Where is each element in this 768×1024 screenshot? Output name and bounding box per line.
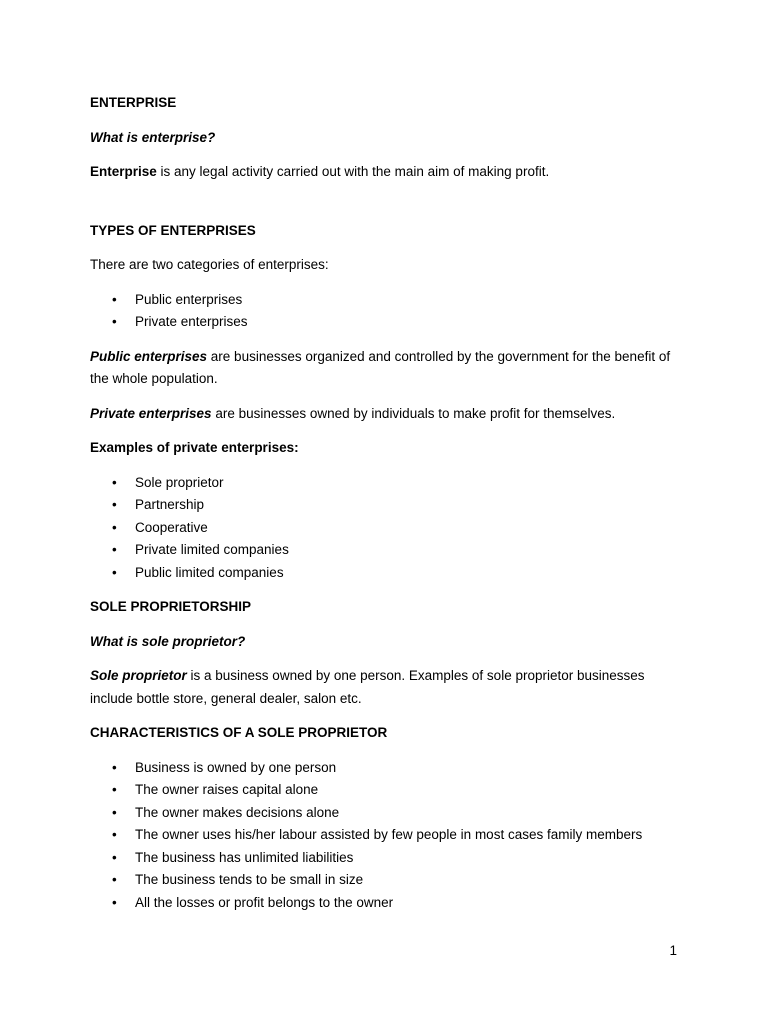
list-item: • All the losses or profit belongs to the owner xyxy=(90,892,680,915)
question-what-is-sole-proprietor: What is sole proprietor? xyxy=(90,633,246,649)
list-item: • Private enterprises xyxy=(90,311,680,334)
definition-private-enterprises xyxy=(90,403,680,426)
heading-enterprise: ENTERPRISE xyxy=(90,95,177,110)
list-item: • Public limited companies xyxy=(90,562,680,585)
types-intro: There are two categories of enterprises: xyxy=(90,257,329,272)
examples-list xyxy=(90,472,680,585)
list-item: • The business has unlimited liabilities xyxy=(90,847,680,870)
definition-public-enterprises xyxy=(90,346,680,391)
list-item: • Private limited companies xyxy=(90,539,680,562)
term-enterprise: Enterprise xyxy=(90,164,157,179)
list-item: • Business is owned by one person xyxy=(90,757,680,780)
list-item: • The owner makes decisions alone xyxy=(90,802,680,825)
definition-sole-proprietor xyxy=(90,665,680,710)
definition-private-text: are businesses owned by individuals to make profit for themselves. xyxy=(211,405,616,421)
definition-enterprise xyxy=(90,161,680,184)
term-private-enterprises: Private enterprises xyxy=(90,405,212,421)
question-what-is-enterprise: What is enterprise? xyxy=(90,129,216,145)
list-item: • Partnership xyxy=(90,494,680,517)
heading-examples-private: Examples of private enterprises: xyxy=(90,440,299,455)
list-item: • The business tends to be small in size xyxy=(90,869,680,892)
definition-public-text: are businesses organized and controlled by the government for the benefit of the whole population. xyxy=(90,348,671,386)
term-sole-proprietor: Sole proprietor xyxy=(90,668,187,683)
heading-sole-proprietorship: SOLE PROPRIETORSHIP xyxy=(90,599,252,614)
term-public-enterprises: Public enterprises xyxy=(90,348,208,364)
list-item: • The owner uses his/her labour assisted by few people in most cases family members xyxy=(90,824,680,847)
list-item: • Sole proprietor xyxy=(90,472,680,495)
list-item: • The owner raises capital alone xyxy=(90,779,680,802)
list-item: • Cooperative xyxy=(90,517,680,540)
types-list xyxy=(90,289,680,334)
document-page xyxy=(90,92,680,914)
definition-sole-text: is a business owned by one person. Examples of sole proprietor businesses include bottle store, general dealer, salon etc. xyxy=(90,668,645,706)
heading-characteristics: CHARACTERISTICS OF A SOLE PROPRIETOR xyxy=(90,725,388,740)
page-number: 1 xyxy=(669,943,677,958)
list-item: • Public enterprises xyxy=(90,289,680,312)
definition-enterprise-text: is any legal activity carried out with the main aim of making profit. xyxy=(156,164,550,179)
characteristics-list xyxy=(90,757,680,915)
heading-types-of-enterprises: TYPES OF ENTERPRISES xyxy=(90,222,256,238)
